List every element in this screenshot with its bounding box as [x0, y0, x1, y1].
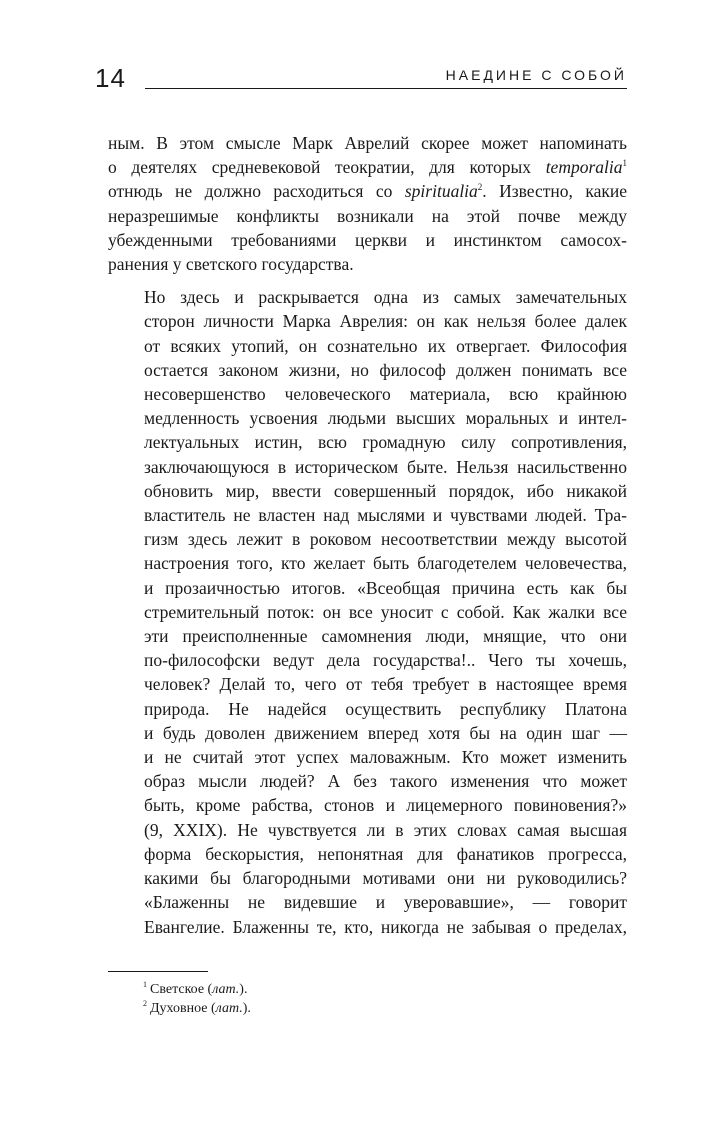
- text-line: Евангелие. Блаженны те, кто, никогда не забывая о пределах,: [144, 916, 627, 937]
- text-line: форма бескорыстия, непонятная для фанатиков прогресса,: [144, 843, 627, 864]
- text-line: несовершенство человеческого материала, всю крайнюю: [144, 384, 627, 405]
- latin-term-spiritualia: spiritualia: [404, 181, 478, 202]
- footnotes: [143, 980, 251, 1018]
- text-line: по-философски ведут дела государства!.. Чего ты хочешь,: [144, 650, 627, 671]
- text-line: лектуальных истин, всю громадную силу сопротивления,: [144, 432, 627, 453]
- footnote-ref-2[interactable]: 2: [477, 182, 483, 193]
- text-line: ным. В этом смысле Марк Аврелий скорее может напоминать: [108, 133, 627, 153]
- footnote-number: 1: [143, 980, 147, 990]
- page-number: 14: [95, 63, 126, 93]
- footnote-text-end: ).: [239, 982, 248, 997]
- footnote-text-end: ).: [242, 1001, 251, 1016]
- running-head: НАЕДИНЕ С СОБОЙ: [445, 67, 627, 83]
- latin-term-temporalia: temporalia: [545, 157, 623, 178]
- text-line: и не считай этот успех маловажным. Кто может изменить: [144, 747, 627, 768]
- text-line: быть, кроме рабства, стонов и лицемерного повиновения?»: [144, 795, 627, 816]
- text-span: отнюдь не должно расходиться со: [108, 181, 405, 202]
- text-line: «Блаженны не видевшие и уверовавшие», — говорит: [144, 892, 627, 913]
- text-line: неразрешимые конфликты возникали на этой почве между: [108, 205, 627, 226]
- text-line: медленность усвоения людьми высших моральных и интел-: [144, 408, 627, 429]
- text-line: сторон личности Марка Аврелия: он как нельзя более далек: [144, 311, 627, 332]
- footnote-abbrev: лат.: [215, 1001, 243, 1016]
- text-line: властитель не властен над мыслями и чувствами людей. Тра-: [144, 505, 627, 526]
- footnote-ref-1[interactable]: 1: [622, 158, 627, 169]
- footnote-2: [143, 999, 251, 1018]
- text-line: образ мысли людей? А без такого изменения что может: [144, 771, 627, 792]
- text-line: и прозаичностью итогов. «Всеобщая причина есть как бы: [144, 577, 627, 598]
- footnote-abbrev: лат.: [212, 982, 240, 997]
- paragraph-2: [108, 285, 627, 938]
- body-text: [108, 131, 627, 939]
- header-rule: [145, 88, 627, 89]
- text-line: эти преисполненные самомнения люди, мнящие, что они: [144, 626, 627, 647]
- text-line: какими бы благородными мотивами они ни руководились?: [144, 868, 627, 889]
- footnote-text: Духовное (: [150, 1001, 216, 1016]
- text-line: гизм здесь лежит в роковом несоответствии между высотой: [144, 529, 627, 550]
- footnote-1: [143, 980, 251, 999]
- text-line: Но здесь и раскрывается одна из самых замечательных: [144, 287, 627, 308]
- text-line: [108, 179, 627, 203]
- text-line: заключающуюся в историческом быте. Нельзя насильственно: [144, 456, 627, 477]
- text-line: остается законом жизни, но философ должен понимать все: [144, 359, 627, 380]
- text-line: и будь доволен движением вперед хотя бы на один шаг —: [144, 722, 627, 743]
- footnote-text: Светское (: [150, 982, 213, 997]
- text-line: убежденными требованиями церкви и инстинктом самосох-: [108, 229, 627, 250]
- text-line: человек? Делай то, чего от тебя требует в настоящее время: [144, 674, 627, 695]
- text-line: (9, XXIX). Не чувствуется ли в этих словах самая высшая: [144, 819, 627, 840]
- text-line: [108, 155, 627, 179]
- paragraph-1: [108, 131, 627, 276]
- text-span: о деятелях средневековой теократии, для которых: [108, 157, 546, 178]
- text-line: обновить мир, ввести совершенный порядок, ибо никакой: [144, 480, 627, 501]
- text-span: . Известно, какие: [482, 181, 627, 202]
- text-line: ранения у светского государства.: [108, 254, 354, 275]
- footnote-number: 2: [143, 999, 147, 1009]
- footnote-separator: [108, 971, 208, 972]
- text-line: природа. Не надейся осуществить республику Платона: [144, 698, 627, 719]
- text-line: стремительный поток: он все уносит с собой. Как жалки все: [144, 601, 627, 622]
- text-line: от всяких утопий, он сознательно их отвергает. Философия: [144, 335, 627, 356]
- text-line: настроения того, кто желает быть благодетелем человечества,: [144, 553, 627, 574]
